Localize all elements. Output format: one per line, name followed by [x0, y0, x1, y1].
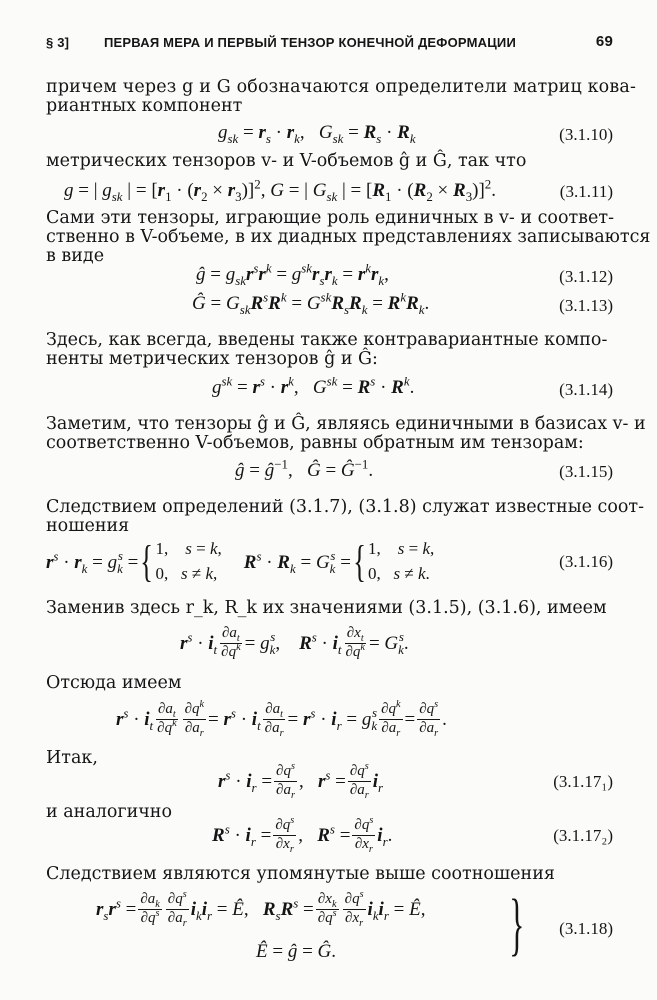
- equation-number: (3.1.15): [559, 462, 613, 481]
- equation-number: (3.1.11): [559, 182, 613, 201]
- paragraph-line: ненты метрических тензоров ĝ и Ĝ:: [46, 349, 378, 369]
- section-marker: § 3]: [46, 35, 70, 50]
- paragraph-line: Отсюда имеем: [46, 673, 182, 693]
- paragraph-line: метрических тензоров v- и V-объемов ĝ и Ĝ, так что: [46, 151, 527, 171]
- paragraph-line: Сами эти тензоры, играющие роль единичных в v- и соответ-: [46, 208, 614, 228]
- equation-unnumbered-1: $r^s \cdot i_t$ $\frac{\partial a_t}{\partial q^k}$ = $g_k^s$, $R^s \cdot i_t$ $\frac{\partial x_t}{\partial q^k}$ = $G_k^s$.: [180, 625, 409, 660]
- page-number: 69: [595, 33, 613, 50]
- equation-3-1-18-line2: Ê = ĝ = Ĝ.: [256, 941, 337, 962]
- right-brace: }: [509, 886, 525, 963]
- equation-3-1-14: $g^{sk} = r^s \cdot r^k$, $G^{sk} = R^s \cdot R^k$.: [212, 373, 415, 398]
- paragraph-line: ственно в V-объеме, в их диадных представлениях записываются: [46, 227, 651, 247]
- paragraph-line: Заменив здесь r_k, R_k их значениями (3.1.5), (3.1.6), имеем: [46, 598, 607, 618]
- equation-unnumbered-2: $r^s \cdot i_t$ $\partial a_t$ $\partial q^k$ $\frac{\partial q^k}{\partial a_r}$ = $r^s \cdot i_t$ $\frac{\partial a_t}{\partial a_r}$ = $r^s \cdot i_r = g_k^s$ $\frac{\partial q^k}{\partial a_r}$ = $\frac{\partial q^s}{\partial a_r}$ .: [116, 699, 447, 739]
- equation-3-1-10: $g_{sk} = r_s \cdot r_k$, $G_{sk} = R_s \cdot R_k$: [218, 122, 416, 146]
- equation-3-1-11: g = | $g_{sk}$ | = $[r_1 \cdot (r_2 \times r_3)]^2$, G = | $G_{sk}$ | = $[R_1 \cdot (R_2 \times R_3)]^2$.: [64, 176, 496, 204]
- paragraph-line: Заметим, что тензоры ĝ и Ĝ, являясь единичными в базисах v- и: [46, 414, 646, 434]
- paragraph-line: причем через g и G обозначаются определители матриц кова-: [46, 77, 637, 97]
- equation-3-1-16: $r^s \cdot r_k = g_k^s$ = { 1, s = k, 0, s ≠ k, $R^s \cdot R_k = G_k^s$ = { 1, s = k, 0, s ≠ k.: [46, 537, 435, 586]
- equation-number: (3.1.16): [559, 552, 613, 571]
- paragraph-line: риантных компонент: [46, 96, 243, 116]
- equation-number: (3.1.13): [559, 296, 613, 315]
- equation-number: (3.1.14): [559, 380, 613, 399]
- paragraph-line: Итак,: [46, 748, 98, 768]
- paragraph-line: ношения: [46, 516, 130, 536]
- equation-3-1-17-1: $r^s \cdot i_r$ = $\frac{\partial q^s}{\partial a_r}$ , $r^s$ = $\frac{\partial q^s}{\partial a_r}$ $i_r$: [218, 761, 384, 801]
- equation-number: (3.1.17₂): [553, 826, 613, 845]
- equation-number: (3.1.17₁): [553, 772, 613, 791]
- equation-number: (3.1.10): [559, 125, 613, 144]
- paragraph-line: Следствием определений (3.1.7), (3.1.8) служат известные соот-: [46, 497, 645, 517]
- paragraph-line: Следствием являются упомянутые выше соотношения: [46, 864, 555, 884]
- paragraph-line: и аналогично: [46, 802, 173, 822]
- paragraph-line: в виде: [46, 246, 105, 266]
- equation-3-1-12: ĝ = $g_{sk}r^sr^k = g^{sk}r_sr_k = r^kr_k$,: [196, 260, 389, 288]
- equation-3-1-17-2: $R^s \cdot i_r$ = $\frac{\partial q^s}{\partial x_r}$ , $R^s$ = $\frac{\partial q^s}{\partial x_r}$ $i_r$.: [212, 815, 393, 855]
- equation-number: (3.1.18): [559, 919, 613, 938]
- paragraph-line: соответственно V-объемов, равны обратным им тензорам:: [46, 433, 584, 453]
- equation-number: (3.1.12): [559, 267, 613, 286]
- paragraph-line: Здесь, как всегда, введены также контравариантные компо-: [46, 330, 608, 350]
- chapter-title: ПЕРВАЯ МЕРА И ПЕРВЫЙ ТЕНЗОР КОНЕЧНОЙ ДЕФОРМАЦИИ: [104, 35, 517, 50]
- running-header: [46, 33, 613, 53]
- equation-3-1-15: ĝ = $ĝ^{-1}$, Ĝ = $Ĝ^{-1}$.: [235, 456, 374, 481]
- equation-3-1-18-line1: $r_sr^s$ = $\frac{\partial a_k}{\partial q^s}$ $\partial q^s$ $\partial a_r$ $i_ki_r$ = Ê, $R_sR^s$ = $\frac{\partial x_k}{\partial q^s}$ $\partial q^s$ $\partial x_r$ $i_ki_r$ = Ê,: [96, 889, 426, 929]
- equation-3-1-13: Ĝ = $G_{sk}R^sR^k = G^{sk}R_sR_k = R^kR_k$.: [192, 289, 430, 317]
